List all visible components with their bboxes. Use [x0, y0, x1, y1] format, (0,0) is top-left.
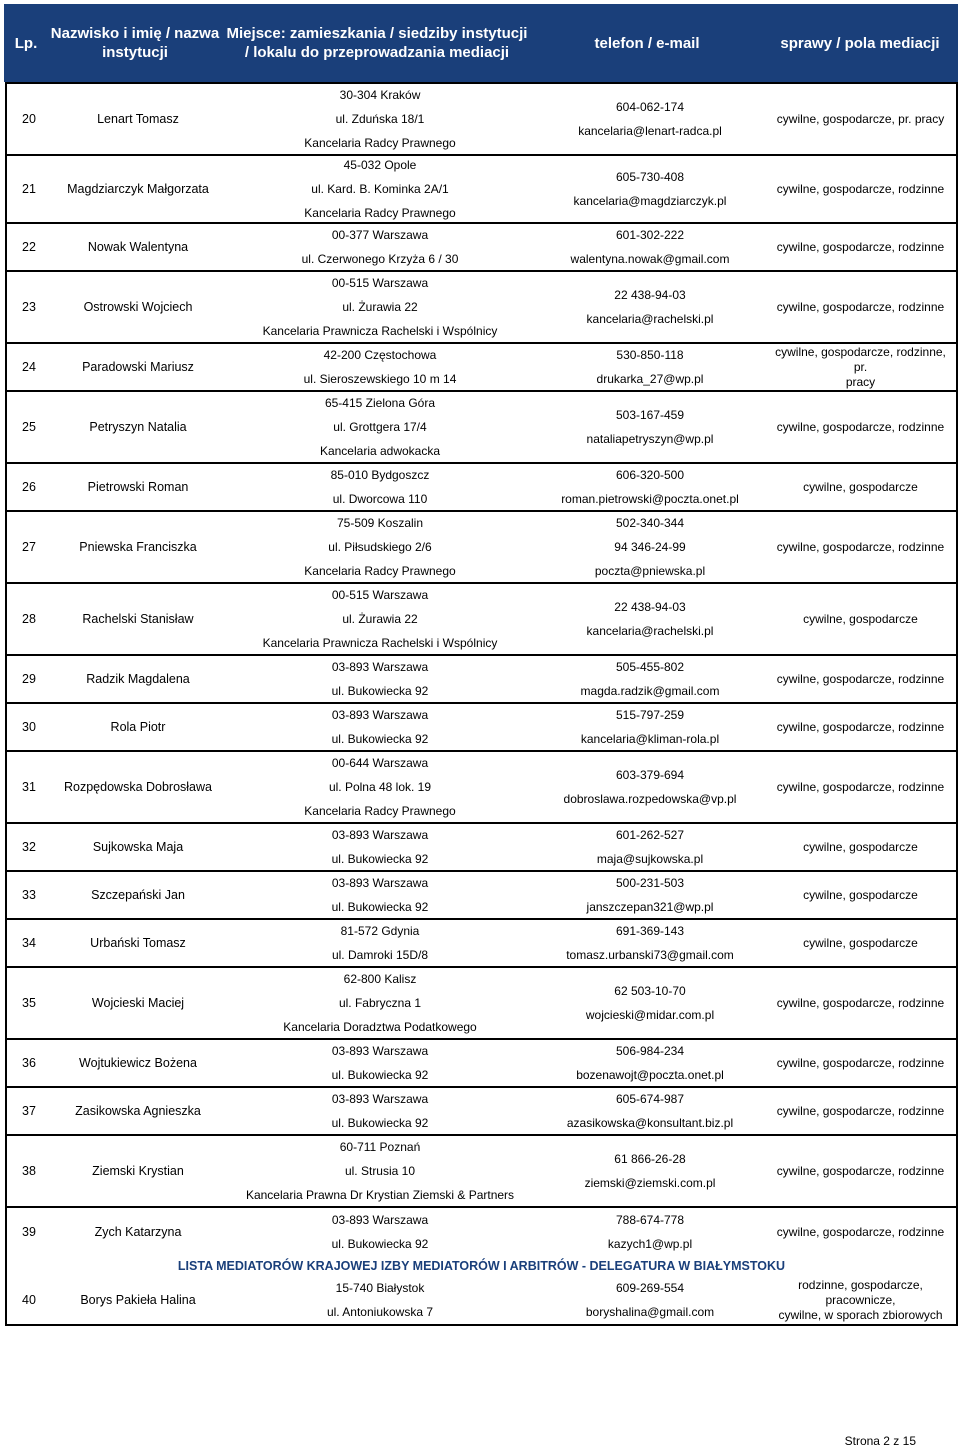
row-areas-line: cywilne, gospodarcze, rodzinne [776, 539, 945, 554]
table-row [7, 224, 956, 272]
row-address-line: 45-032 Opole [343, 158, 417, 172]
row-areas-line: cywilne, gospodarcze [803, 887, 918, 902]
table-row [7, 752, 956, 824]
row-address-line: ul. Kard. B. Kominka 2A/1 [311, 182, 449, 196]
row-areas-line: cywilne, gospodarcze, rodzinne [776, 299, 945, 314]
row-contact [535, 656, 765, 702]
row-contact-line: azasikowska@konsultant.biz.pl [566, 1116, 734, 1130]
row-address [225, 272, 535, 342]
row-name: Radzik Magdalena [86, 671, 190, 686]
row-contact-line: 605-730-408 [615, 170, 685, 184]
row-address-line: ul. Dworcowa 110 [332, 492, 428, 506]
row-address [225, 344, 535, 390]
row-address-line: 03-893 Warszawa [331, 1092, 429, 1106]
row-contact [535, 1088, 765, 1134]
row-contact [535, 224, 765, 270]
row-address-line: Kancelaria Radcy Prawnego [304, 136, 456, 150]
row-address-line: ul. Bukowiecka 92 [331, 1237, 429, 1251]
row-lp: 30 [22, 719, 36, 734]
row-address [225, 1136, 535, 1206]
row-lp: 34 [22, 935, 36, 950]
row-contact [535, 872, 765, 918]
table-row [7, 1040, 956, 1088]
row-contact-line: kancelaria@lenart-radca.pl [578, 124, 722, 138]
row-areas-line: cywilne, gospodarcze, rodzinne [776, 719, 945, 734]
row-contact-line: 601-302-222 [615, 228, 685, 242]
row-lp: 26 [22, 479, 36, 494]
table-header [4, 4, 958, 82]
row-name: Rachelski Stanisław [82, 611, 194, 626]
row-address-line: 00-644 Warszawa [331, 756, 429, 770]
row-address-line: Kancelaria Prawna Dr Krystian Ziemski & Partners [245, 1188, 515, 1202]
row-areas [765, 272, 956, 342]
row-areas [765, 1136, 956, 1206]
row-contact-line: 788-674-778 [615, 1213, 685, 1227]
row-address-line: 81-572 Gdynia [340, 924, 420, 938]
row-name: Paradowski Mariusz [82, 359, 194, 374]
row-address [225, 1040, 535, 1086]
row-areas [765, 704, 956, 750]
row-address [225, 1088, 535, 1134]
row-contact-line: 609-269-554 [615, 1281, 685, 1295]
row-contact-line: maja@sujkowska.pl [596, 852, 704, 866]
row-areas [765, 1040, 956, 1086]
row-areas-line: cywilne, gospodarcze, rodzinne, pr. [775, 344, 946, 374]
row-areas [765, 156, 956, 222]
row-lp: 38 [22, 1163, 36, 1178]
row-lp: 29 [22, 671, 36, 686]
row-contact-line: bozenawojt@poczta.onet.pl [576, 1068, 724, 1082]
row-contact [535, 1040, 765, 1086]
row-contact [535, 156, 765, 222]
row-contact [535, 84, 765, 154]
row-areas-line: pracy [845, 374, 876, 389]
row-name: Pniewska Franciszka [79, 539, 197, 554]
row-address-line: Kancelaria Radcy Prawnego [304, 564, 456, 578]
mediators-table [5, 82, 958, 1326]
row-contact-line: 61 866-26-28 [614, 1152, 686, 1166]
row-name: Ostrowski Wojciech [83, 299, 193, 314]
header-name: Nazwisko i imię / nazwa instytucji [50, 25, 220, 61]
row-contact-line: nataliapetryszyn@wp.pl [586, 432, 714, 446]
row-address-line: ul. Bukowiecka 92 [331, 1068, 429, 1082]
row-address-line: ul. Bukowiecka 92 [331, 732, 429, 746]
row-address [225, 752, 535, 822]
row-lp: 23 [22, 299, 36, 314]
row-contact [535, 1136, 765, 1206]
row-areas [765, 584, 956, 654]
table-row [7, 1208, 956, 1256]
row-areas [765, 1208, 956, 1256]
row-name: Rola Piotr [110, 719, 166, 734]
row-contact-line: kancelaria@magdziarczyk.pl [573, 194, 727, 208]
row-lp: 33 [22, 887, 36, 902]
row-address-line: 15-740 Białystok [335, 1281, 425, 1295]
row-address-line: Kancelaria Prawnicza Rachelski i Wspólnicy [262, 636, 498, 650]
row-lp: 27 [22, 539, 36, 554]
row-lp: 28 [22, 611, 36, 626]
row-contact [535, 344, 765, 390]
table-row [7, 512, 956, 584]
row-name: Ziemski Krystian [92, 1163, 184, 1178]
header-areas: sprawy / pola mediacji [780, 34, 940, 52]
table-row [7, 656, 956, 704]
row-name: Zych Katarzyna [94, 1224, 182, 1239]
row-address-line: 60-711 Poznań [339, 1140, 421, 1154]
row-address-line: ul. Fabryczna 1 [338, 996, 422, 1010]
row-areas-line: cywilne, gospodarcze, rodzinne [776, 1224, 945, 1239]
row-lp: 21 [22, 181, 36, 196]
row-lp: 37 [22, 1103, 36, 1118]
row-address-line: 03-893 Warszawa [331, 660, 429, 674]
row-contact-line: 94 346-24-99 [614, 540, 686, 554]
row-areas [765, 752, 956, 822]
row-contact-line: 503-167-459 [615, 408, 685, 422]
row-lp: 32 [22, 839, 36, 854]
row-contact-line: dobroslawa.rozpedowska@vp.pl [563, 792, 737, 806]
row-address-line: Kancelaria Radcy Prawnego [304, 206, 456, 220]
header-lp: Lp. [14, 34, 38, 52]
row-address-line: 85-010 Bydgoszcz [330, 468, 430, 482]
row-contact-line: boryshalina@gmail.com [585, 1305, 715, 1319]
row-contact-line: tomasz.urbanski73@gmail.com [566, 948, 734, 962]
row-contact [535, 464, 765, 510]
table-row [7, 392, 956, 464]
row-address-line: 30-304 Kraków [339, 88, 421, 102]
table-row [7, 824, 956, 872]
row-areas [765, 656, 956, 702]
table-row [7, 464, 956, 512]
row-contact-line: 604-062-174 [615, 100, 685, 114]
row-contact-line: kancelaria@kliman-rola.pl [580, 732, 720, 746]
row-areas-line: cywilne, gospodarcze [803, 839, 918, 854]
row-name: Sujkowska Maja [92, 839, 184, 854]
row-contact [535, 1278, 765, 1322]
row-address-line: ul. Bukowiecka 92 [331, 684, 429, 698]
row-address [225, 1208, 535, 1256]
row-address-line: ul. Grottgera 17/4 [333, 420, 427, 434]
row-areas-line: cywilne, gospodarcze, rodzinne [776, 671, 945, 686]
row-areas-line: cywilne, gospodarcze, rodzinne [776, 1163, 945, 1178]
row-address-line: 00-515 Warszawa [331, 276, 429, 290]
row-areas-line: cywilne, gospodarcze, rodzinne [776, 995, 945, 1010]
row-name: Zasikowska Agnieszka [75, 1103, 201, 1118]
row-areas-line: cywilne, w sporach zbiorowych [778, 1307, 943, 1322]
row-name: Rozpędowska Dobrosława [64, 779, 212, 794]
row-areas-line: cywilne, gospodarcze [803, 935, 918, 950]
row-address [225, 1278, 535, 1322]
row-address-line: ul. Żurawia 22 [342, 300, 418, 314]
table-row [7, 584, 956, 656]
row-address-line: 03-893 Warszawa [331, 1213, 429, 1227]
row-name: Wojcieski Maciej [91, 995, 185, 1010]
row-contact [535, 584, 765, 654]
table-row [7, 1278, 956, 1322]
row-address [225, 156, 535, 222]
table-row [7, 920, 956, 968]
table-row [7, 872, 956, 920]
row-contact [535, 704, 765, 750]
row-areas [765, 872, 956, 918]
row-areas-line: cywilne, gospodarcze, pr. pracy [776, 111, 945, 126]
row-address-line: Kancelaria Radcy Prawnego [304, 804, 456, 818]
row-contact [535, 824, 765, 870]
row-contact-line: 530-850-118 [616, 348, 684, 362]
row-address-line: ul. Żurawia 22 [342, 612, 418, 626]
row-contact [535, 752, 765, 822]
row-areas [765, 968, 956, 1038]
row-name: Petryszyn Natalia [89, 419, 187, 434]
row-contact-line: drukarka_27@wp.pl [596, 372, 704, 386]
row-areas [765, 920, 956, 966]
row-name: Magdziarczyk Małgorzata [67, 181, 209, 196]
row-contact-line: 62 503-10-70 [614, 984, 686, 998]
row-contact-line: 515-797-259 [615, 708, 685, 722]
row-address-line: ul. Sieroszewskiego 10 m 14 [303, 372, 457, 386]
row-areas [765, 1088, 956, 1134]
row-contact [535, 1208, 765, 1256]
row-areas [765, 344, 956, 390]
row-areas [765, 392, 956, 462]
row-contact-line: janszczepan321@wp.pl [586, 900, 714, 914]
row-contact-line: 606-320-500 [615, 468, 685, 482]
row-name: Nowak Walentyna [87, 239, 189, 254]
table-row [7, 272, 956, 344]
row-address-line: 75-509 Koszalin [336, 516, 424, 530]
row-address [225, 512, 535, 582]
row-contact-line: magda.radzik@gmail.com [580, 684, 720, 698]
row-areas [765, 512, 956, 582]
row-areas-line: cywilne, gospodarcze, rodzinne [776, 181, 945, 196]
row-address-line: ul. Polna 48 lok. 19 [328, 780, 432, 794]
row-lp: 35 [22, 995, 36, 1010]
row-areas-line: cywilne, gospodarcze, rodzinne [776, 1055, 945, 1070]
row-address-line: ul. Damroki 15D/8 [331, 948, 429, 962]
row-areas [765, 1278, 956, 1322]
row-lp: 22 [22, 239, 36, 254]
row-contact-line: 500-231-503 [615, 876, 685, 890]
row-contact-line: 601-262-527 [615, 828, 685, 842]
row-contact-line: 505-455-802 [615, 660, 685, 674]
row-name: Szczepański Jan [91, 887, 185, 902]
row-lp: 24 [22, 359, 36, 374]
row-address [225, 224, 535, 270]
table-row [7, 84, 956, 156]
row-contact-line: wojcieski@midar.com.pl [585, 1008, 715, 1022]
row-contact-line: 506-984-234 [615, 1044, 685, 1058]
row-address [225, 920, 535, 966]
row-lp: 31 [22, 779, 36, 794]
row-name: Lenart Tomasz [97, 111, 179, 126]
row-name: Pietrowski Roman [87, 479, 189, 494]
header-contact: telefon / e-mail [594, 34, 700, 52]
row-lp: 20 [22, 111, 36, 126]
row-address [225, 656, 535, 702]
table-row [7, 156, 956, 224]
row-contact-line: poczta@pniewska.pl [594, 564, 706, 578]
row-areas [765, 464, 956, 510]
row-areas-line: cywilne, gospodarcze, rodzinne [776, 1103, 945, 1118]
row-lp: 36 [22, 1055, 36, 1070]
row-address-line: 03-893 Warszawa [331, 708, 429, 722]
row-contact-line: kazych1@wp.pl [607, 1237, 693, 1251]
row-lp: 39 [22, 1224, 36, 1239]
row-address [225, 392, 535, 462]
row-contact-line: 603-379-694 [615, 768, 685, 782]
row-contact [535, 968, 765, 1038]
row-contact-line: 502-340-344 [615, 516, 685, 530]
row-name: Borys Pakieła Halina [80, 1292, 196, 1307]
row-contact-line: roman.pietrowski@poczta.onet.pl [561, 492, 739, 506]
row-areas-line: cywilne, gospodarcze, rodzinne [776, 419, 945, 434]
row-contact-line: kancelaria@rachelski.pl [586, 312, 714, 326]
row-address-line: ul. Piłsudskiego 2/6 [328, 540, 432, 554]
row-address-line: 42-200 Częstochowa [323, 348, 437, 362]
row-areas [765, 824, 956, 870]
row-address-line: ul. Bukowiecka 92 [331, 852, 429, 866]
row-address-line: ul. Bukowiecka 92 [331, 900, 429, 914]
row-name: Urbański Tomasz [90, 935, 186, 950]
row-contact-line: walentyna.nowak@gmail.com [570, 252, 730, 266]
row-address [225, 464, 535, 510]
row-areas [765, 84, 956, 154]
row-address [225, 584, 535, 654]
row-lp: 40 [22, 1292, 36, 1307]
row-name: Wojtukiewicz Bożena [79, 1055, 197, 1070]
row-address-line: 03-893 Warszawa [331, 1044, 429, 1058]
row-contact-line: 22 438-94-03 [614, 288, 686, 302]
row-address [225, 84, 535, 154]
row-areas-line: cywilne, gospodarcze, rodzinne [776, 239, 945, 254]
row-address-line: 00-515 Warszawa [331, 588, 429, 602]
row-areas-line: cywilne, gospodarcze [803, 479, 918, 494]
row-address-line: 03-893 Warszawa [331, 828, 429, 842]
row-contact-line: 22 438-94-03 [614, 600, 686, 614]
row-address [225, 824, 535, 870]
row-address-line: ul. Czerwonego Krzyża 6 / 30 [301, 252, 459, 266]
row-address-line: ul. Strusia 10 [344, 1164, 416, 1178]
row-address-line: 03-893 Warszawa [331, 876, 429, 890]
row-areas-line: cywilne, gospodarcze [803, 611, 918, 626]
table-row [7, 704, 956, 752]
row-areas [765, 224, 956, 270]
row-contact-line: 691-369-143 [615, 924, 685, 938]
row-address-line: Kancelaria Prawnicza Rachelski i Wspólnicy [262, 324, 498, 338]
row-contact [535, 392, 765, 462]
table-row [7, 344, 956, 392]
row-address [225, 872, 535, 918]
table-row [7, 1136, 956, 1208]
row-areas-line: rodzinne, gospodarcze, pracownicze, [798, 1277, 923, 1307]
header-place: Miejsce: zamieszkania / siedziby instytucji / lokalu do przeprowadzania mediacji [226, 25, 528, 61]
row-address-line: 62-800 Kalisz [343, 972, 417, 986]
row-address-line: ul. Zduńska 18/1 [335, 112, 425, 126]
row-contact [535, 272, 765, 342]
row-address [225, 704, 535, 750]
row-contact [535, 920, 765, 966]
row-address-line: Kancelaria Doradztwa Podatkowego [283, 1020, 477, 1034]
row-areas-line: cywilne, gospodarcze, rodzinne [776, 779, 945, 794]
row-contact-line: 605-674-987 [615, 1092, 685, 1106]
table-row [7, 1088, 956, 1136]
region-banner: LISTA MEDIATORÓW KRAJOWEJ IZBY MEDIATORÓW I ARBITRÓW - DELEGATURA W BIAŁYMSTOKU [177, 1259, 786, 1273]
row-contact [535, 512, 765, 582]
row-address-line: Kancelaria adwokacka [319, 444, 441, 458]
row-lp: 25 [22, 419, 36, 434]
row-address-line: 65-415 Zielona Góra [324, 396, 436, 410]
row-address-line: ul. Bukowiecka 92 [331, 1116, 429, 1130]
row-contact-line: kancelaria@rachelski.pl [586, 624, 714, 638]
row-contact-line: ziemski@ziemski.com.pl [584, 1176, 716, 1190]
page-number: Strona 2 z 15 [844, 1434, 916, 1448]
row-address [225, 968, 535, 1038]
table-row [7, 968, 956, 1040]
row-address-line: ul. Antoniukowska 7 [326, 1305, 434, 1319]
row-address-line: 00-377 Warszawa [331, 228, 429, 242]
